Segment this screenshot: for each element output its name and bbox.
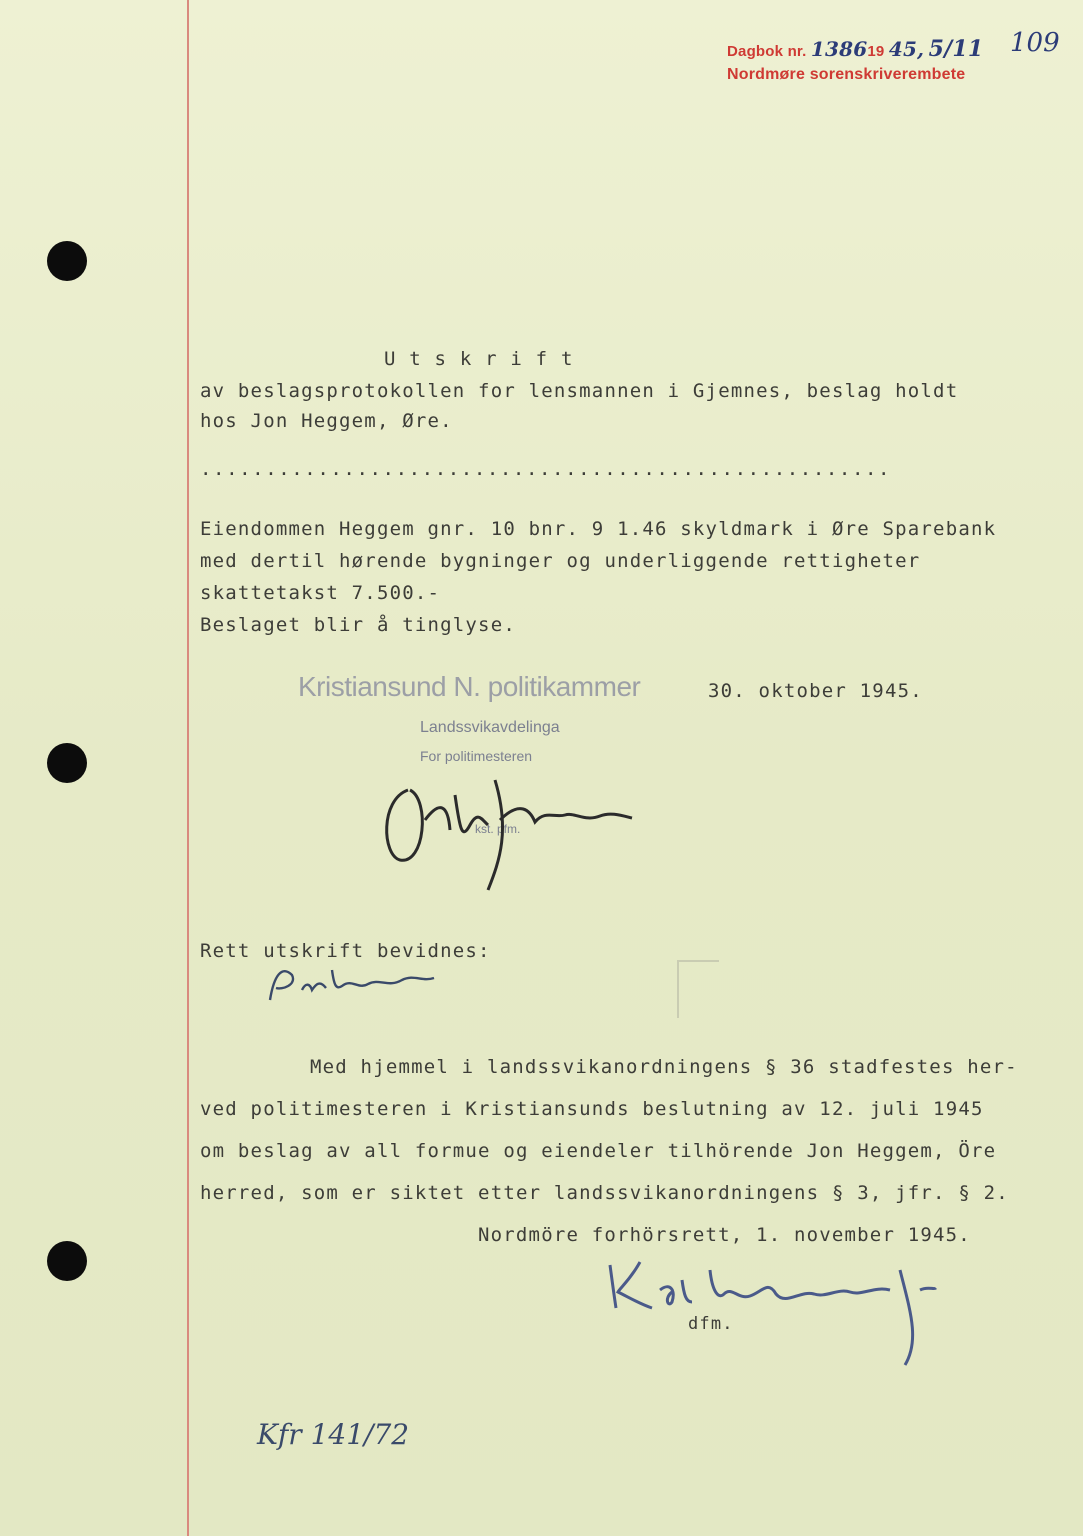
court-line: Nordmöre forhörsrett, 1. november 1945. (478, 1224, 971, 1246)
document-title: U t s k r i f t (384, 348, 574, 370)
office-stamp: Nordmøre sorenskriverembete (727, 66, 966, 83)
dagbok-number: 1386 (810, 37, 868, 61)
verdict-line-4: herred, som er siktet etter landssvikanordningens § 3, jfr. § 2. (200, 1182, 1009, 1204)
dagbok-date: 5/11 (928, 36, 984, 62)
page-number: 109 (1010, 28, 1060, 58)
intro-line-1: av beslagsprotokollen for lensmannen i Gjemnes, beslag holdt (200, 380, 959, 402)
signature-1-drawing (370, 760, 660, 900)
signature-3-drawing (600, 1250, 1030, 1370)
verdict-line-2: ved politimesteren i Kristiansunds beslutning av 12. juli 1945 (200, 1098, 984, 1120)
police-stamp-office: Kristiansund N. politikammer (298, 671, 641, 702)
attest-line: Rett utskrift bevidnes: (200, 940, 491, 962)
body-line-4: Beslaget blir å tinglyse. (200, 614, 516, 636)
punch-hole-bottom (47, 1241, 87, 1281)
dagbok-stamp (727, 36, 983, 62)
police-stamp-department: Landssvikavdelinga (420, 719, 560, 736)
dotted-separator: ..................................................... (200, 458, 892, 480)
intro-line-2: hos Jon Heggem, Øre. (200, 410, 453, 432)
margin-line (187, 0, 189, 1536)
verdict-line-1: Med hjemmel i landssvikanordningens § 36 stadfestes her- (310, 1056, 1018, 1078)
bottom-note: Kfr 141/72 (257, 1418, 410, 1451)
police-stamp-for-line: For politimesteren (420, 748, 533, 764)
dagbok-prefix: Dagbok nr. (727, 43, 807, 60)
police-stamp-title: kst. pfm. (475, 822, 521, 836)
dagbok-year-prefix: 19 (867, 43, 885, 60)
verdict-line-3: om beslag av all formue og eiendeler tilhörende Jon Heggem, Öre (200, 1140, 997, 1162)
dfm-label: dfm. (688, 1314, 734, 1334)
body-line-2: med dertil hørende bygninger og underliggende rettigheter (200, 550, 921, 572)
date-line: 30. oktober 1945. (708, 680, 923, 702)
faint-stamp-mark (677, 960, 719, 1018)
dagbok-year: 45, (888, 37, 925, 61)
punch-hole-top (47, 241, 87, 281)
body-line-1: Eiendommen Heggem gnr. 10 bnr. 9 1.46 skyldmark i Øre Sparebank (200, 518, 997, 540)
body-line-3: skattetakst 7.500.- (200, 582, 441, 604)
punch-hole-middle (47, 743, 87, 783)
signature-2-drawing (262, 960, 442, 1010)
